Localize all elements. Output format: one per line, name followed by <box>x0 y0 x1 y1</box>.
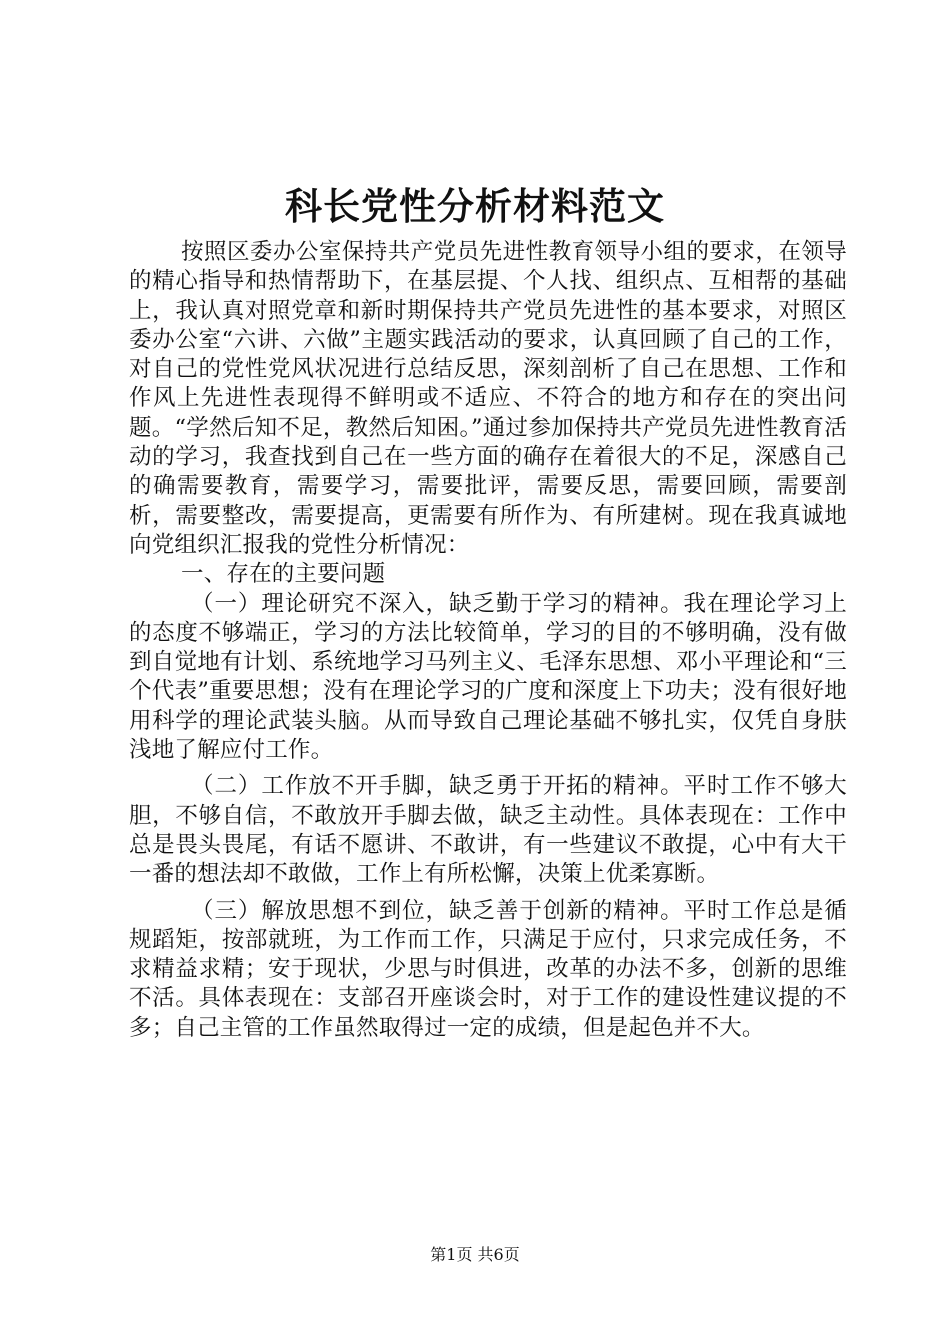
problem-paragraph-2: （二）工作放不开手脚，缺乏勇于开拓的精神。平时工作不够大胆，不够自信，不敢放开手脚去做，缺乏主动性。具体表现在：工作中总是畏头畏尾，有话不愿讲、不敢讲，有一些建议不敢提，心中有大干一番的想法却不敢做，工作上有所松懈，决策上优柔寡断。 <box>129 773 847 888</box>
section-heading-problems: 一、存在的主要问题 <box>181 561 386 588</box>
problem-paragraph-1: （一）理论研究不深入，缺乏勤于学习的精神。我在理论学习上的态度不够端正，学习的方法比较简单，学习的目的不够明确，没有做到自觉地有计划、系统地学习马列主义、毛泽东思想、邓小平理论和“三个代表”重要思想；没有在理论学习的广度和深度上下功夫；没有很好地用科学的理论武装头脑。从而导致自己理论基础不够扎实，仅凭自身肤浅地了解应付工作。 <box>129 590 847 764</box>
intro-paragraph: 按照区委办公室保持共产党员先进性教育领导小组的要求，在领导的精心指导和热情帮助下，在基层提、个人找、组织点、互相帮的基础上，我认真对照党章和新时期保持共产党员先进性的基本要求，对照区委办公室“六讲、六做”主题实践活动的要求，认真回顾了自己的工作，对自己的党性党风状况进行总结反思，深刻剖析了自己在思想、工作和作风上先进性表现得不鲜明或不适应、不符合的地方和存在的突出问题。“学然后知不足，教然后知困。”通过参加保持共产党员先进性教育活动的学习，我查找到自己在一些方面的确存在着很大的不足，深感自己的确需要教育，需要学习，需要批评，需要反思，需要回顾，需要剖析，需要整改，需要提高，更需要有所作为、有所建树。现在我真诚地向党组织汇报我的党性分析情况： <box>129 239 847 558</box>
document-title: 科长党性分析材料范文 <box>285 185 665 228</box>
document-body <box>129 238 847 1043</box>
problem-paragraph-3: （三）解放思想不到位，缺乏善于创新的精神。平时工作总是循规蹈矩，按部就班，为工作而工作，只满足于应付，只求完成任务，不求精益求精；安于现状，少思与时俱进，改革的办法不多，创新的思维不活。具体表现在：支部召开座谈会时，对于工作的建设性建议提的不多；自己主管的工作虽然取得过一定的成绩，但是起色并不大。 <box>129 897 847 1041</box>
page-number-footer: 第1页 共6页 <box>430 1245 520 1264</box>
